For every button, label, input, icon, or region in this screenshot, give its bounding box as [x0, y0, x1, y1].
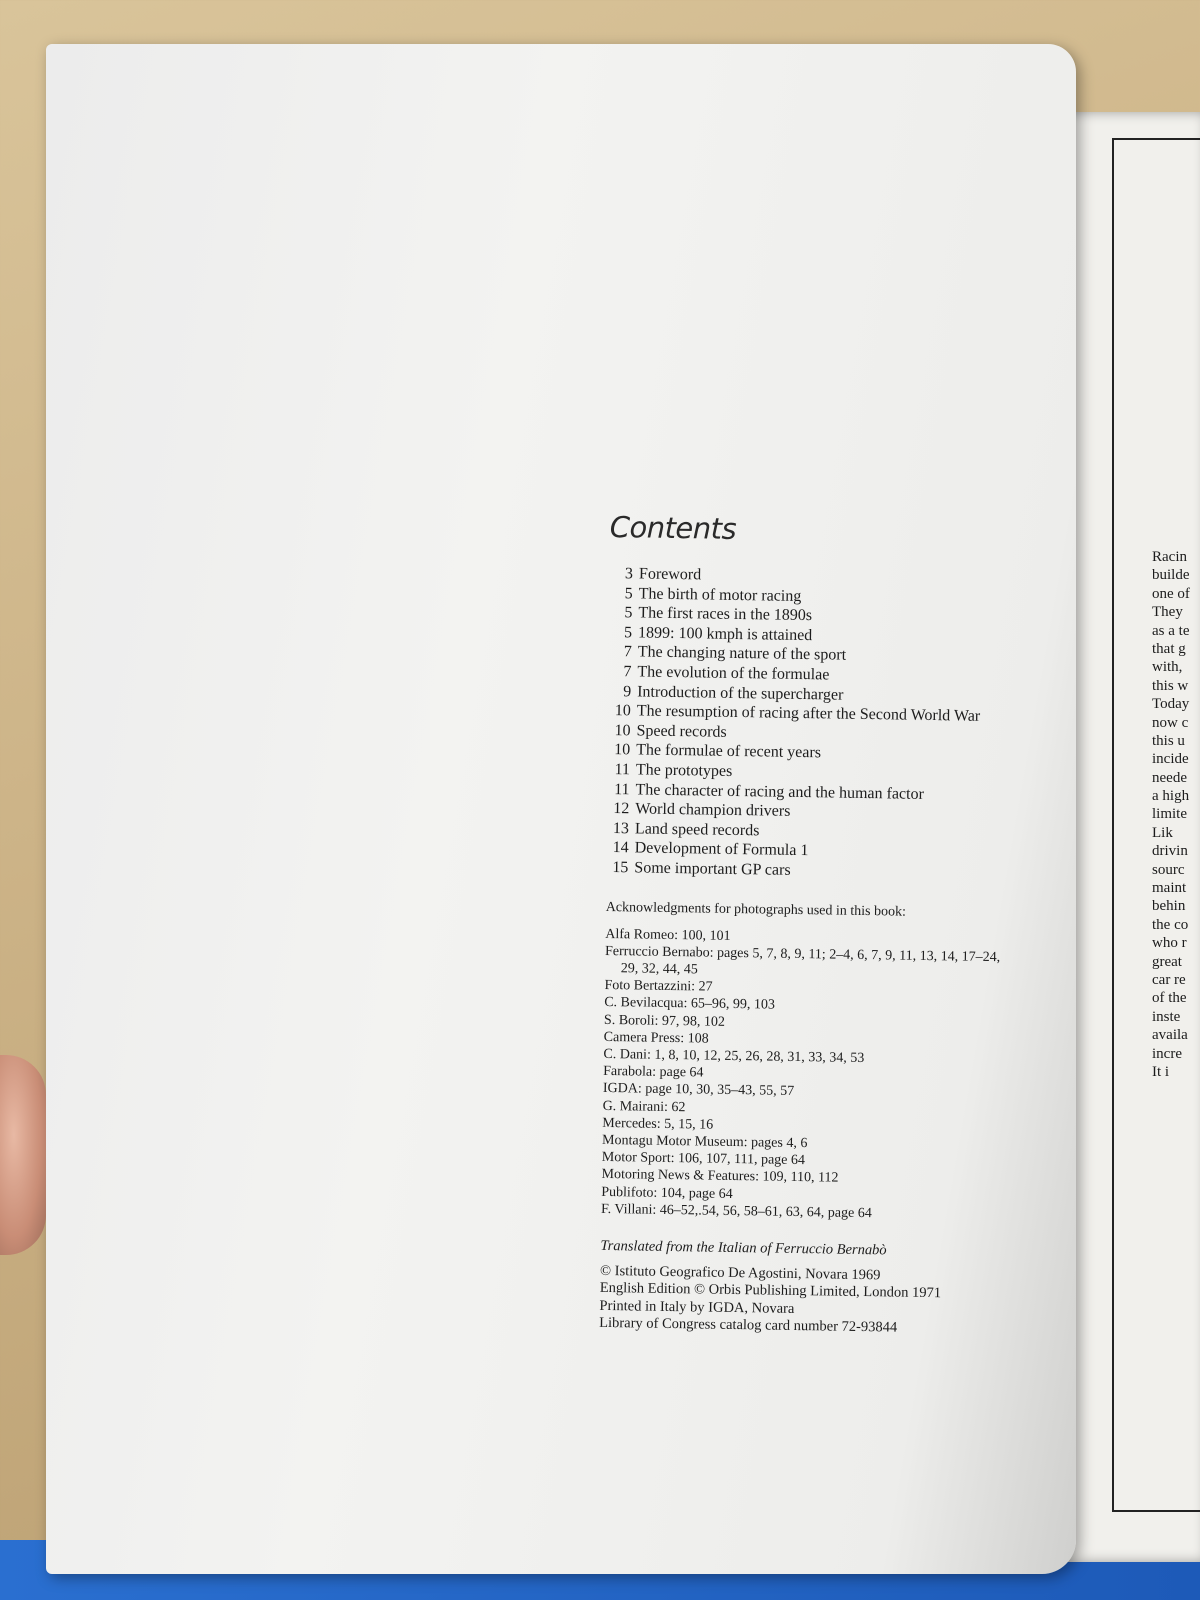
credit-line: Motor Sport: 106, 107, 111, page 64 [601, 1150, 806, 1169]
credit-line: Alfa Romeo: 100, 101 [605, 926, 731, 944]
credit-line: Farabola: page 64 [603, 1064, 704, 1081]
facing-page-line: of the [1152, 990, 1187, 1007]
facing-page-line: builde [1152, 567, 1190, 584]
credit-line: Camera Press: 108 [603, 1029, 709, 1047]
toc-page-number: 10 [614, 702, 631, 720]
credit-line: C. Dani: 1, 8, 10, 12, 25, 26, 28, 31, 33, 34, 53 [603, 1046, 865, 1066]
toc-page-number: 7 [623, 643, 632, 661]
toc-title: The character of racing and the human factor [635, 780, 925, 803]
facing-page-line: maint [1152, 880, 1187, 897]
imprint-line: English Edition © Orbis Publishing Limited, London 1971 [599, 1280, 942, 1302]
credit-line: Mercedes: 5, 15, 16 [602, 1115, 714, 1133]
toc-page-number: 5 [624, 604, 633, 622]
facing-page-line: behin [1152, 898, 1186, 915]
toc-title: The first races in the 1890s [638, 604, 813, 625]
facing-page-line: Lik [1152, 824, 1173, 841]
imprint-line: Library of Congress catalog card number 72-93844 [599, 1315, 898, 1337]
acknowledgments-heading: Acknowledgments for photographs used in this book: [605, 899, 907, 920]
toc-title: The birth of motor racing [638, 585, 802, 605]
toc-title: Introduction of the supercharger [637, 682, 844, 704]
facing-page-line: car re [1152, 971, 1186, 988]
toc-title: The prototypes [635, 761, 733, 780]
contents-title: Contents [609, 509, 737, 546]
facing-page-line: drivin [1152, 843, 1188, 860]
credit-line: Motoring News & Features: 109, 110, 112 [601, 1167, 839, 1186]
toc-title: Speed records [636, 722, 727, 741]
toc-title: The changing nature of the sport [637, 643, 847, 665]
imprint-line: Printed in Italy by IGDA, Novara [599, 1297, 795, 1317]
toc-page-number: 12 [613, 800, 630, 818]
facing-page-line: this w [1152, 677, 1189, 694]
facing-page-line: one of [1152, 585, 1190, 602]
credit-line: Publifoto: 104, page 64 [601, 1184, 733, 1202]
toc-title: The resumption of racing after the Second World War [636, 702, 981, 725]
imprint [599, 1263, 1030, 1340]
toc-page-number: 11 [614, 780, 630, 798]
credit-line: Montagu Motor Museum: pages 4, 6 [601, 1132, 808, 1152]
credit-line: 29, 32, 44, 45 [620, 961, 698, 978]
credit-line: Foto Bertazzini: 27 [604, 978, 713, 995]
facing-page-line: incide [1152, 751, 1189, 768]
toc-title: Foreword [638, 565, 702, 584]
facing-page-line: as a te [1152, 622, 1190, 639]
translation-note: Translated from the Italian of Ferruccio Bernabò [600, 1237, 887, 1259]
credit-line: C. Bevilacqua: 65–96, 99, 103 [604, 995, 776, 1013]
facing-page-text [1152, 548, 1200, 1081]
imprint-line: © Istituto Geografico De Agostini, Novara 1969 [599, 1262, 881, 1284]
facing-page-line: limite [1152, 806, 1187, 823]
facing-page-line: They [1152, 604, 1183, 621]
toc-page-number: 13 [612, 819, 630, 838]
toc-title: The evolution of the formulae [637, 663, 830, 684]
toc-title: The formulae of recent years [636, 741, 822, 762]
toc-page-number: 5 [623, 623, 633, 642]
facing-page-line: sourc [1152, 861, 1185, 878]
toc-page-number: 10 [614, 721, 631, 740]
facing-page-line: with, [1152, 659, 1183, 676]
facing-page-line: who r [1152, 935, 1187, 952]
toc-title: Some important GP cars [634, 859, 791, 879]
facing-page-line: now c [1152, 714, 1189, 731]
toc-page-number: 15 [612, 858, 629, 877]
facing-page-line: the co [1152, 916, 1189, 933]
thumb [0, 1055, 46, 1255]
toc-title: 1899: 100 kmph is attained [637, 624, 813, 644]
toc-page-number: 10 [614, 741, 631, 759]
toc-page-number: 3 [624, 565, 634, 583]
facing-page-line: neede [1152, 769, 1187, 786]
toc-title: Development of Formula 1 [634, 839, 809, 860]
facing-page-line: Today [1152, 696, 1190, 713]
facing-page-line: incre [1152, 1045, 1182, 1062]
facing-page-line: It i [1152, 1063, 1170, 1080]
toc-page-number: 14 [612, 839, 629, 857]
toc-page-number: 11 [614, 761, 631, 779]
toc-page-number: 5 [624, 584, 633, 602]
facing-page-line: Racin [1152, 549, 1187, 565]
credit-line: G. Mairani: 62 [602, 1098, 686, 1115]
toc-title: World champion drivers [635, 800, 791, 820]
facing-page-line: that g [1152, 640, 1186, 657]
photo-credits [601, 925, 1036, 1224]
facing-page-line: a high [1152, 788, 1190, 805]
facing-page-line: inste [1152, 1008, 1181, 1025]
facing-page-line: availa [1152, 1027, 1188, 1044]
facing-page-line: great [1152, 953, 1182, 970]
contents-section [599, 510, 1042, 1340]
toc-page-number: 9 [623, 682, 632, 700]
credit-line: F. Villani: 46–52,.54, 56, 58–61, 63, 64, page 64 [600, 1201, 872, 1221]
toc-page-number: 7 [623, 663, 632, 681]
facing-page-line: this u [1152, 732, 1185, 749]
credit-line: IGDA: page 10, 30, 35–43, 55, 57 [602, 1081, 795, 1100]
credit-line: S. Boroli: 97, 98, 102 [603, 1012, 726, 1030]
table-of-contents [606, 564, 1041, 884]
credit-line: Ferruccio Bernabo: pages 5, 7, 8, 9, 11; 2–4, 6, 7, 9, 11, 13, 14, 17–24, [604, 943, 1001, 965]
toc-title: Land speed records [634, 820, 760, 840]
